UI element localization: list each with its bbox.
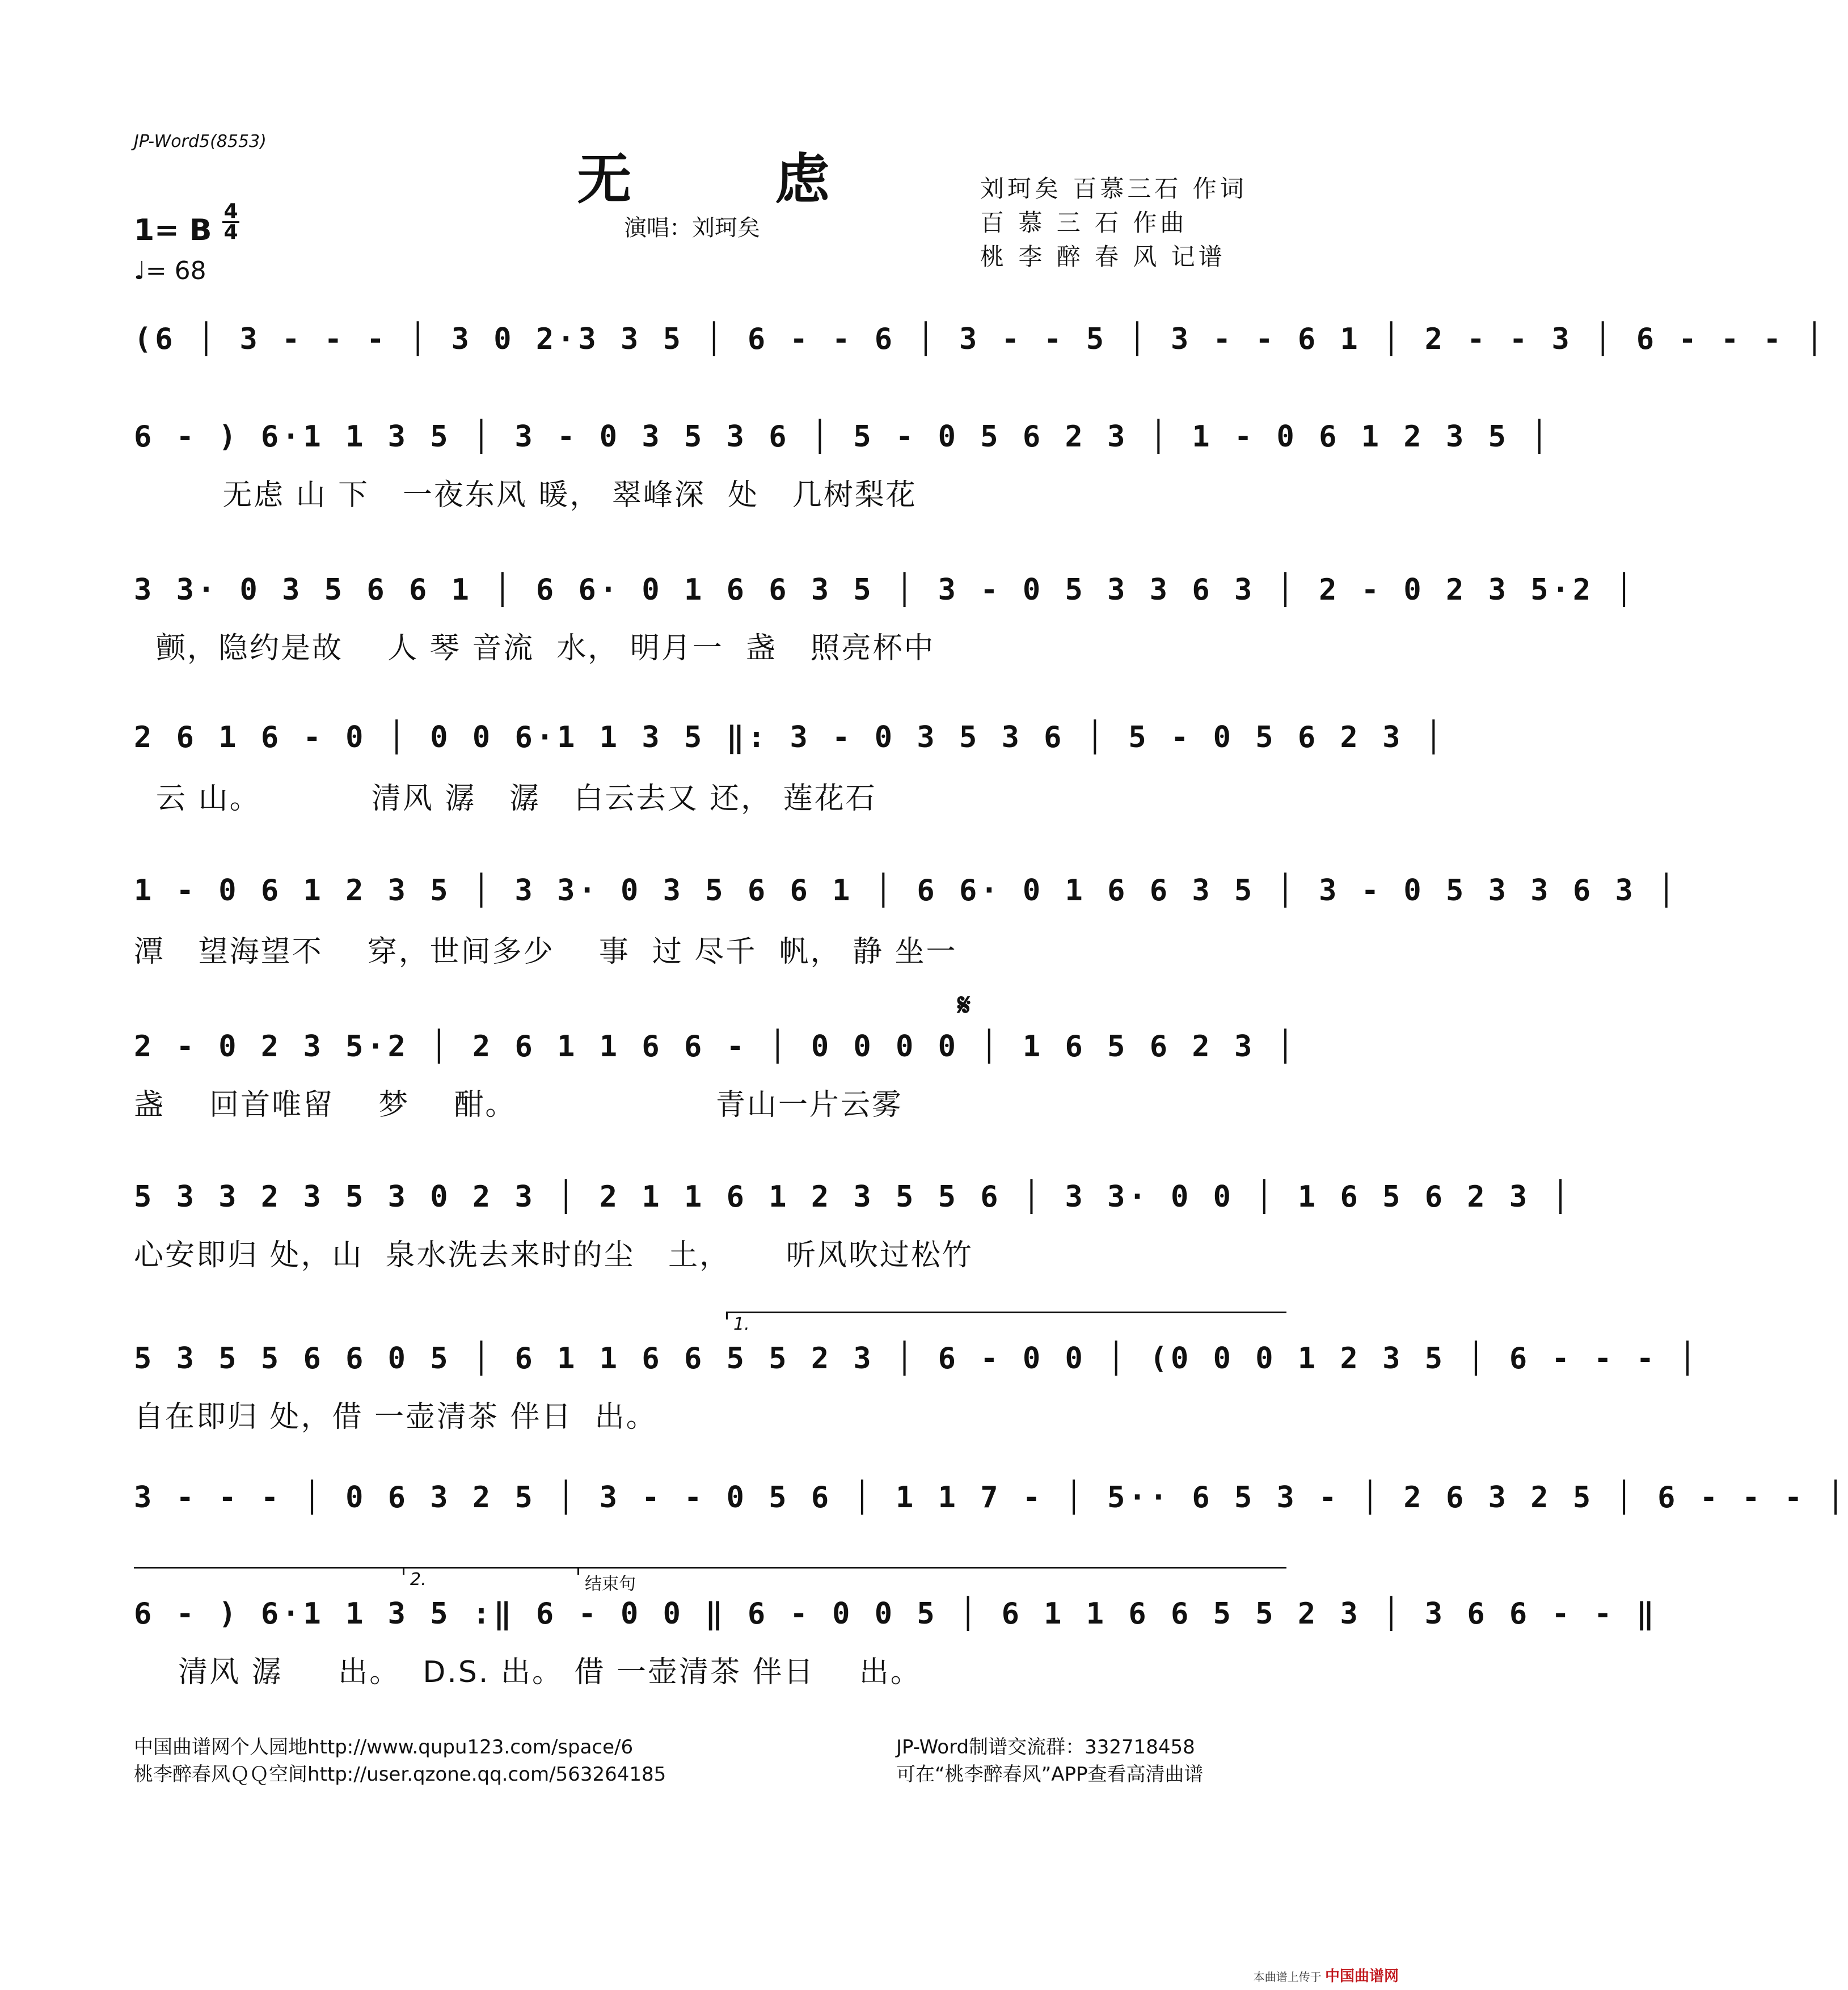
segno-sign: 𝄋	[957, 987, 971, 1023]
score-row-10-lyrics: 清风 潺 出。 D.S. 出。 借 一壶清茶 伴日 出。	[134, 1655, 922, 1689]
score-row-6-notes: 2 - 0 2 3 5·2 │ 2 6 1 1 6 6 - │ 0 0 0 0 │ 1 6 5 6 2 3 │	[134, 1030, 1298, 1064]
score-row-4-notes: 2 6 1 6 - 0 │ 0 0 6·1 1 3 5 ‖: 3 - 0 3 5 3 6 │ 5 - 0 5 6 2 3 │	[134, 720, 1446, 754]
meter-numerator: 4	[223, 200, 238, 223]
score-row-1-notes: (6 │ 3 - - - │ 3 0 2·3 3 5 │ 6 - - 6 │ 3 - - 5 │ 3 - - 6 1 │ 2 - - 3 │ 6 - - - │	[134, 322, 1827, 356]
footer-right-line-2: 可在“桃李醉春风”APP查看高清曲谱	[896, 1763, 1204, 1786]
site-logo: 中国曲谱网	[1324, 1968, 1399, 1985]
coda-bracket	[577, 1567, 1286, 1594]
song-title: 无 虑	[577, 147, 892, 211]
upload-stamp	[1254, 1964, 1399, 1985]
first-ending-bracket	[726, 1312, 1286, 1334]
time-signature	[222, 202, 239, 242]
lyricist-credit: 刘珂矣 百慕三石 作词	[980, 175, 1247, 203]
meter-denominator: 4	[222, 221, 239, 242]
score-row-6-lyrics: 盏 回首唯留 梦 酣。 青山一片云雾	[134, 1088, 903, 1122]
footer-left-line-2: 桃李醉春风ＱＱ空间http://user.qzone.qq.com/563264185	[134, 1763, 666, 1786]
footer-left-line-1: 中国曲谱网个人园地http://www.qupu123.com/space/6	[134, 1736, 634, 1759]
singer-credit: 演唱：刘珂矣	[624, 215, 760, 241]
first-ending-label: 1.	[733, 1314, 750, 1334]
footer-right-line-1: JP-Word制谱交流群：332718458	[896, 1736, 1195, 1759]
score-row-9-notes: 3 - - - │ 0 6 3 2 5 │ 3 - - 0 5 6 │ 1 1 7 - │ 5·· 6 5 3 - │ 2 6 3 2 5 │ 6 - - - │	[134, 1481, 1848, 1515]
source-label: JP-Word5(8553)	[134, 132, 267, 151]
tempo-marking: ♩= 68	[134, 256, 206, 285]
second-ending-label: 2.	[410, 1570, 427, 1590]
score-row-5-notes: 1 - 0 6 1 2 3 5 │ 3 3· 0 3 5 6 6 1 │ 6 6· 0 1 6 6 3 5 │ 3 - 0 5 3 3 6 3 │	[134, 874, 1679, 908]
score-row-3-notes: 3 3· 0 3 5 6 6 1 │ 6 6· 0 1 6 6 3 5 │ 3 - 0 5 3 3 6 3 │ 2 - 0 2 3 5·2 │	[134, 573, 1636, 607]
score-row-2-lyrics: 无虑 山 下 一夜东风 暖， 翠峰深 处 几树梨花	[134, 478, 917, 512]
second-ending-bracket	[403, 1567, 573, 1590]
score-row-3-lyrics: 颤，隐约是故 人 琴 音流 水， 明月一 盏 照亮杯中	[134, 631, 935, 665]
coda-label: 结束句	[585, 1574, 636, 1594]
transcriber-credit: 桃 李 醉 春 风 记谱	[980, 243, 1226, 271]
score-row-2-notes: 6 - ) 6·1 1 3 5 │ 3 - 0 3 5 3 6 │ 5 - 0 5 6 2 3 │ 1 - 0 6 1 2 3 5 │	[134, 420, 1552, 454]
score-row-5-lyrics: 潭 望海望不 穿，世间多少 事 过 尽千 帆， 静 坐一	[134, 935, 957, 969]
score-row-4-lyrics: 云 山。 清风 潺 潺 白云去又 还， 莲花石	[134, 782, 877, 816]
composer-credit: 百 慕 三 石 作曲	[980, 209, 1188, 237]
key-signature: 1= B	[134, 213, 212, 247]
score-row-7-lyrics: 心安即归 处，山 泉水洗去来时的尘 土， 听风吹过松竹	[134, 1238, 973, 1272]
score-row-10-notes: 6 - ) 6·1 1 3 5 :‖ 6 - 0 0 ‖ 6 - 0 0 5 │ 6 1 1 6 6 5 5 2 3 │ 3 6 6 - - ‖	[134, 1597, 1658, 1631]
upload-stamp-text: 本曲谱上传于	[1253, 1970, 1322, 1984]
score-row-8-notes: 5 3 5 5 6 6 0 5 │ 6 1 1 6 6 5 5 2 3 │ 6 - 0 0 │ (0 0 0 1 2 3 5 │ 6 - - - │	[134, 1342, 1700, 1376]
score-row-8-lyrics: 自在即归 处，借 一壶清茶 伴日 出。	[134, 1400, 657, 1434]
score-row-7-notes: 5 3 3 2 3 5 3 0 2 3 │ 2 1 1 6 1 2 3 5 5 6 │ 3 3· 0 0 │ 1 6 5 6 2 3 │	[134, 1180, 1573, 1214]
